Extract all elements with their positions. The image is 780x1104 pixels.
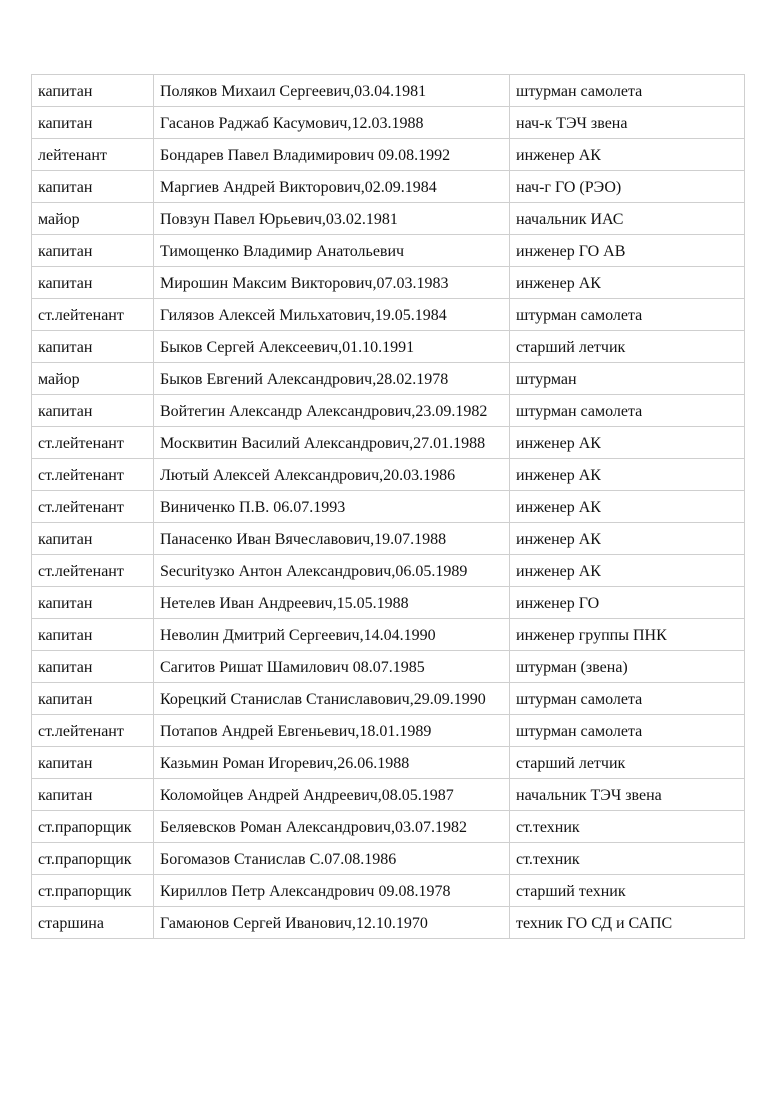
name-cell: Кириллов Петр Александрович 09.08.1978: [154, 875, 510, 907]
rank-cell: ст.лейтенант: [32, 555, 154, 587]
rank-cell: майор: [32, 203, 154, 235]
rank-cell: ст.прапорщик: [32, 843, 154, 875]
position-cell: техник ГО СД и САПС: [510, 907, 745, 939]
name-cell: Гилязов Алексей Мильхатович,19.05.1984: [154, 299, 510, 331]
position-cell: инженер группы ПНК: [510, 619, 745, 651]
position-cell: инженер АК: [510, 267, 745, 299]
table-row: [32, 459, 745, 491]
position-cell: инженер АК: [510, 139, 745, 171]
position-cell: инженер АК: [510, 491, 745, 523]
position-cell: инженер АК: [510, 459, 745, 491]
position-cell: нач-г ГО (РЭО): [510, 171, 745, 203]
name-cell: Коломойцев Андрей Андреевич,08.05.1987: [154, 779, 510, 811]
rank-cell: ст.прапорщик: [32, 811, 154, 843]
position-cell: нач-к ТЭЧ звена: [510, 107, 745, 139]
position-cell: штурман: [510, 363, 745, 395]
position-cell: инженер АК: [510, 555, 745, 587]
table-row: [32, 299, 745, 331]
rank-cell: майор: [32, 363, 154, 395]
table-row: [32, 331, 745, 363]
name-cell: Потапов Андрей Евгеньевич,18.01.1989: [154, 715, 510, 747]
position-cell: штурман самолета: [510, 683, 745, 715]
name-cell: Панасенко Иван Вячеславович,19.07.1988: [154, 523, 510, 555]
rank-cell: капитан: [32, 267, 154, 299]
position-cell: старший летчик: [510, 747, 745, 779]
table-row: [32, 875, 745, 907]
rank-cell: капитан: [32, 619, 154, 651]
name-cell: Поляков Михаил Сергеевич,03.04.1981: [154, 75, 510, 107]
table-row: [32, 811, 745, 843]
table-row: [32, 139, 745, 171]
document-page: [31, 74, 744, 939]
rank-cell: капитан: [32, 395, 154, 427]
rank-cell: капитан: [32, 523, 154, 555]
rank-cell: старшина: [32, 907, 154, 939]
table-row: [32, 619, 745, 651]
rank-cell: ст.лейтенант: [32, 491, 154, 523]
position-cell: ст.техник: [510, 811, 745, 843]
table-row: [32, 683, 745, 715]
name-cell: Богомазов Станислав С.07.08.1986: [154, 843, 510, 875]
table-row: [32, 651, 745, 683]
name-cell: Войтегин Александр Александрович,23.09.1982: [154, 395, 510, 427]
name-cell: Беляевсков Роман Александрович,03.07.1982: [154, 811, 510, 843]
table-row: [32, 107, 745, 139]
table-row: [32, 395, 745, 427]
rank-cell: ст.лейтенант: [32, 715, 154, 747]
name-cell: Быков Сергей Алексеевич,01.10.1991: [154, 331, 510, 363]
rank-cell: ст.лейтенант: [32, 427, 154, 459]
name-cell: Виниченко П.В. 06.07.1993: [154, 491, 510, 523]
name-cell: Мирошин Максим Викторович,07.03.1983: [154, 267, 510, 299]
table-row: [32, 779, 745, 811]
table-row: [32, 907, 745, 939]
position-cell: инженер ГО АВ: [510, 235, 745, 267]
name-cell: Тимощенко Владимир Анатольевич: [154, 235, 510, 267]
personnel-table: [31, 74, 745, 939]
table-row: [32, 747, 745, 779]
table-row: [32, 587, 745, 619]
position-cell: старший летчик: [510, 331, 745, 363]
table-row: [32, 715, 745, 747]
rank-cell: капитан: [32, 107, 154, 139]
rank-cell: капитан: [32, 331, 154, 363]
name-cell: Нетелев Иван Андреевич,15.05.1988: [154, 587, 510, 619]
position-cell: ст.техник: [510, 843, 745, 875]
name-cell: Повзун Павел Юрьевич,03.02.1981: [154, 203, 510, 235]
position-cell: штурман (звена): [510, 651, 745, 683]
position-cell: инженер АК: [510, 427, 745, 459]
table-row: [32, 427, 745, 459]
position-cell: штурман самолета: [510, 715, 745, 747]
position-cell: штурман самолета: [510, 75, 745, 107]
name-cell: Неволин Дмитрий Сергеевич,14.04.1990: [154, 619, 510, 651]
position-cell: штурман самолета: [510, 395, 745, 427]
position-cell: старший техник: [510, 875, 745, 907]
position-cell: инженер ГО: [510, 587, 745, 619]
table-row: [32, 523, 745, 555]
name-cell: Казьмин Роман Игоревич,26.06.1988: [154, 747, 510, 779]
position-cell: начальник ТЭЧ звена: [510, 779, 745, 811]
name-cell: Бондарев Павел Владимирович 09.08.1992: [154, 139, 510, 171]
position-cell: начальник ИАС: [510, 203, 745, 235]
rank-cell: ст.прапорщик: [32, 875, 154, 907]
rank-cell: лейтенант: [32, 139, 154, 171]
name-cell: Гамаюнов Сергей Иванович,12.10.1970: [154, 907, 510, 939]
table-row: [32, 843, 745, 875]
table-row: [32, 491, 745, 523]
personnel-table-body: [32, 75, 745, 939]
name-cell: Маргиев Андрей Викторович,02.09.1984: [154, 171, 510, 203]
name-cell: Сагитов Ришат Шамилович 08.07.1985: [154, 651, 510, 683]
table-row: [32, 267, 745, 299]
rank-cell: капитан: [32, 683, 154, 715]
rank-cell: капитан: [32, 779, 154, 811]
rank-cell: капитан: [32, 651, 154, 683]
name-cell: Быков Евгений Александрович,28.02.1978: [154, 363, 510, 395]
name-cell: Москвитин Василий Александрович,27.01.1988: [154, 427, 510, 459]
table-row: [32, 555, 745, 587]
position-cell: инженер АК: [510, 523, 745, 555]
position-cell: штурман самолета: [510, 299, 745, 331]
name-cell: Гасанов Раджаб Касумович,12.03.1988: [154, 107, 510, 139]
rank-cell: капитан: [32, 747, 154, 779]
rank-cell: ст.лейтенант: [32, 459, 154, 491]
table-row: [32, 75, 745, 107]
table-row: [32, 235, 745, 267]
table-row: [32, 171, 745, 203]
table-row: [32, 363, 745, 395]
name-cell: Securityзко Антон Александрович,06.05.1989: [154, 555, 510, 587]
rank-cell: капитан: [32, 235, 154, 267]
rank-cell: капитан: [32, 587, 154, 619]
rank-cell: ст.лейтенант: [32, 299, 154, 331]
name-cell: Лютый Алексей Александрович,20.03.1986: [154, 459, 510, 491]
name-cell: Корецкий Станислав Станиславович,29.09.1990: [154, 683, 510, 715]
rank-cell: капитан: [32, 171, 154, 203]
rank-cell: капитан: [32, 75, 154, 107]
table-row: [32, 203, 745, 235]
